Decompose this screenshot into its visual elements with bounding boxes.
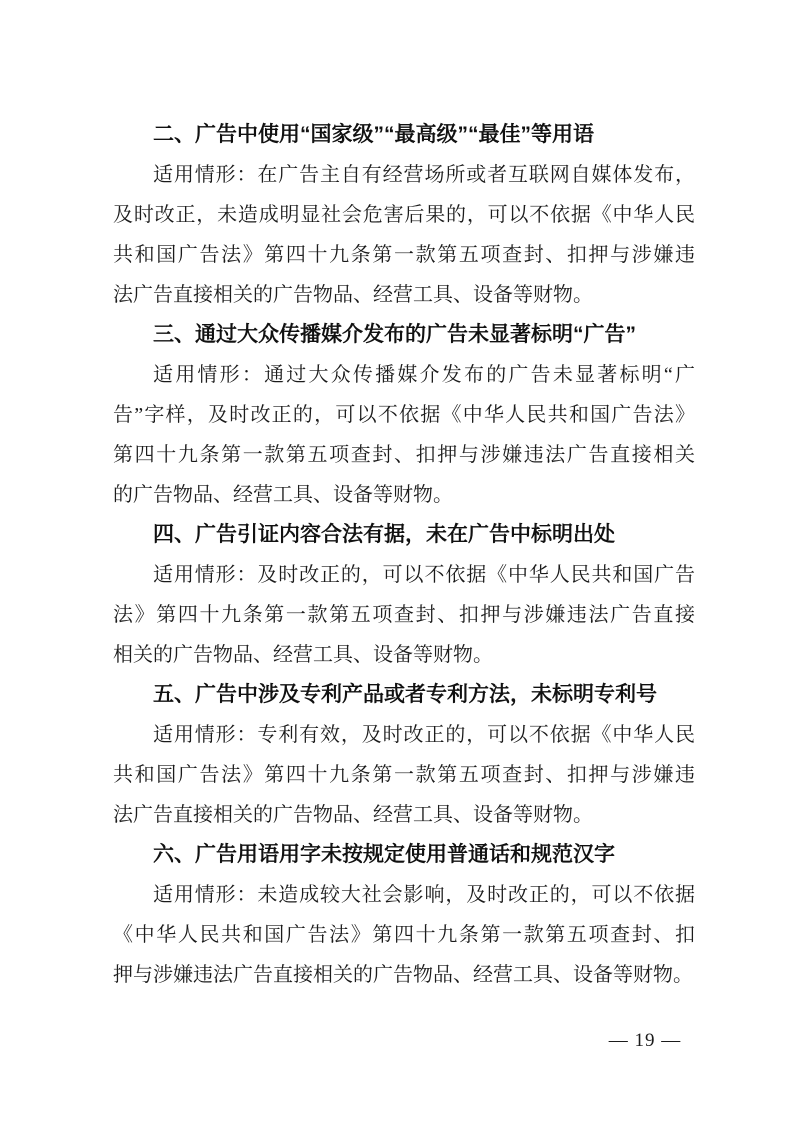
body-line: 适用情形：在广告主自有经营场所或者互联网自媒体发布， bbox=[153, 164, 695, 186]
section-5 bbox=[113, 675, 695, 835]
section-3 bbox=[113, 315, 695, 515]
body-line: 适用情形：专利有效，及时改正的，可以不依据《中华人民 bbox=[153, 724, 695, 746]
body-line: 告”字样，及时改正的，可以不依据《中华人民共和国广告法》 bbox=[113, 404, 695, 426]
body-line: 法广告直接相关的广告物品、经营工具、设备等财物。 bbox=[113, 284, 593, 306]
body-line: 适用情形：通过大众传播媒介发布的广告未显著标明“广 bbox=[153, 364, 695, 386]
body-line: 法广告直接相关的广告物品、经营工具、设备等财物。 bbox=[113, 804, 593, 826]
body-line: 的广告物品、经营工具、设备等财物。 bbox=[113, 484, 453, 506]
body-line: 及时改正，未造成明显社会危害后果的，可以不依据《中华人民 bbox=[113, 204, 695, 226]
section-2 bbox=[113, 115, 695, 315]
document-content bbox=[113, 115, 695, 995]
section-3-heading: 三、通过大众传播媒介发布的广告未显著标明“广告” bbox=[153, 323, 636, 346]
page-number: — 19 — bbox=[608, 1030, 682, 1051]
body-line: 相关的广告物品、经营工具、设备等财物。 bbox=[113, 644, 493, 666]
body-line: 押与涉嫌违法广告直接相关的广告物品、经营工具、设备等财物。 bbox=[113, 964, 693, 986]
body-line: 适用情形：及时改正的，可以不依据《中华人民共和国广告 bbox=[153, 564, 695, 586]
section-2-heading: 二、广告中使用“国家级”“最高级”“最佳”等用语 bbox=[153, 123, 594, 146]
section-4 bbox=[113, 515, 695, 675]
body-line: 《中华人民共和国广告法》第四十九条第一款第五项查封、扣 bbox=[113, 924, 695, 946]
body-line: 法》第四十九条第一款第五项查封、扣押与涉嫌违法广告直接 bbox=[113, 604, 695, 626]
body-line: 共和国广告法》第四十九条第一款第五项查封、扣押与涉嫌违 bbox=[113, 244, 695, 266]
section-6 bbox=[113, 835, 695, 995]
section-5-heading: 五、广告中涉及专利产品或者专利方法，未标明专利号 bbox=[153, 683, 657, 706]
body-line: 第四十九条第一款第五项查封、扣押与涉嫌违法广告直接相关 bbox=[113, 444, 695, 466]
section-6-heading: 六、广告用语用字未按规定使用普通话和规范汉字 bbox=[153, 843, 615, 866]
section-4-heading: 四、广告引证内容合法有据，未在广告中标明出处 bbox=[153, 523, 615, 546]
body-line: 共和国广告法》第四十九条第一款第五项查封、扣押与涉嫌违 bbox=[113, 764, 695, 786]
body-line: 适用情形：未造成较大社会影响，及时改正的，可以不依据 bbox=[153, 884, 695, 906]
